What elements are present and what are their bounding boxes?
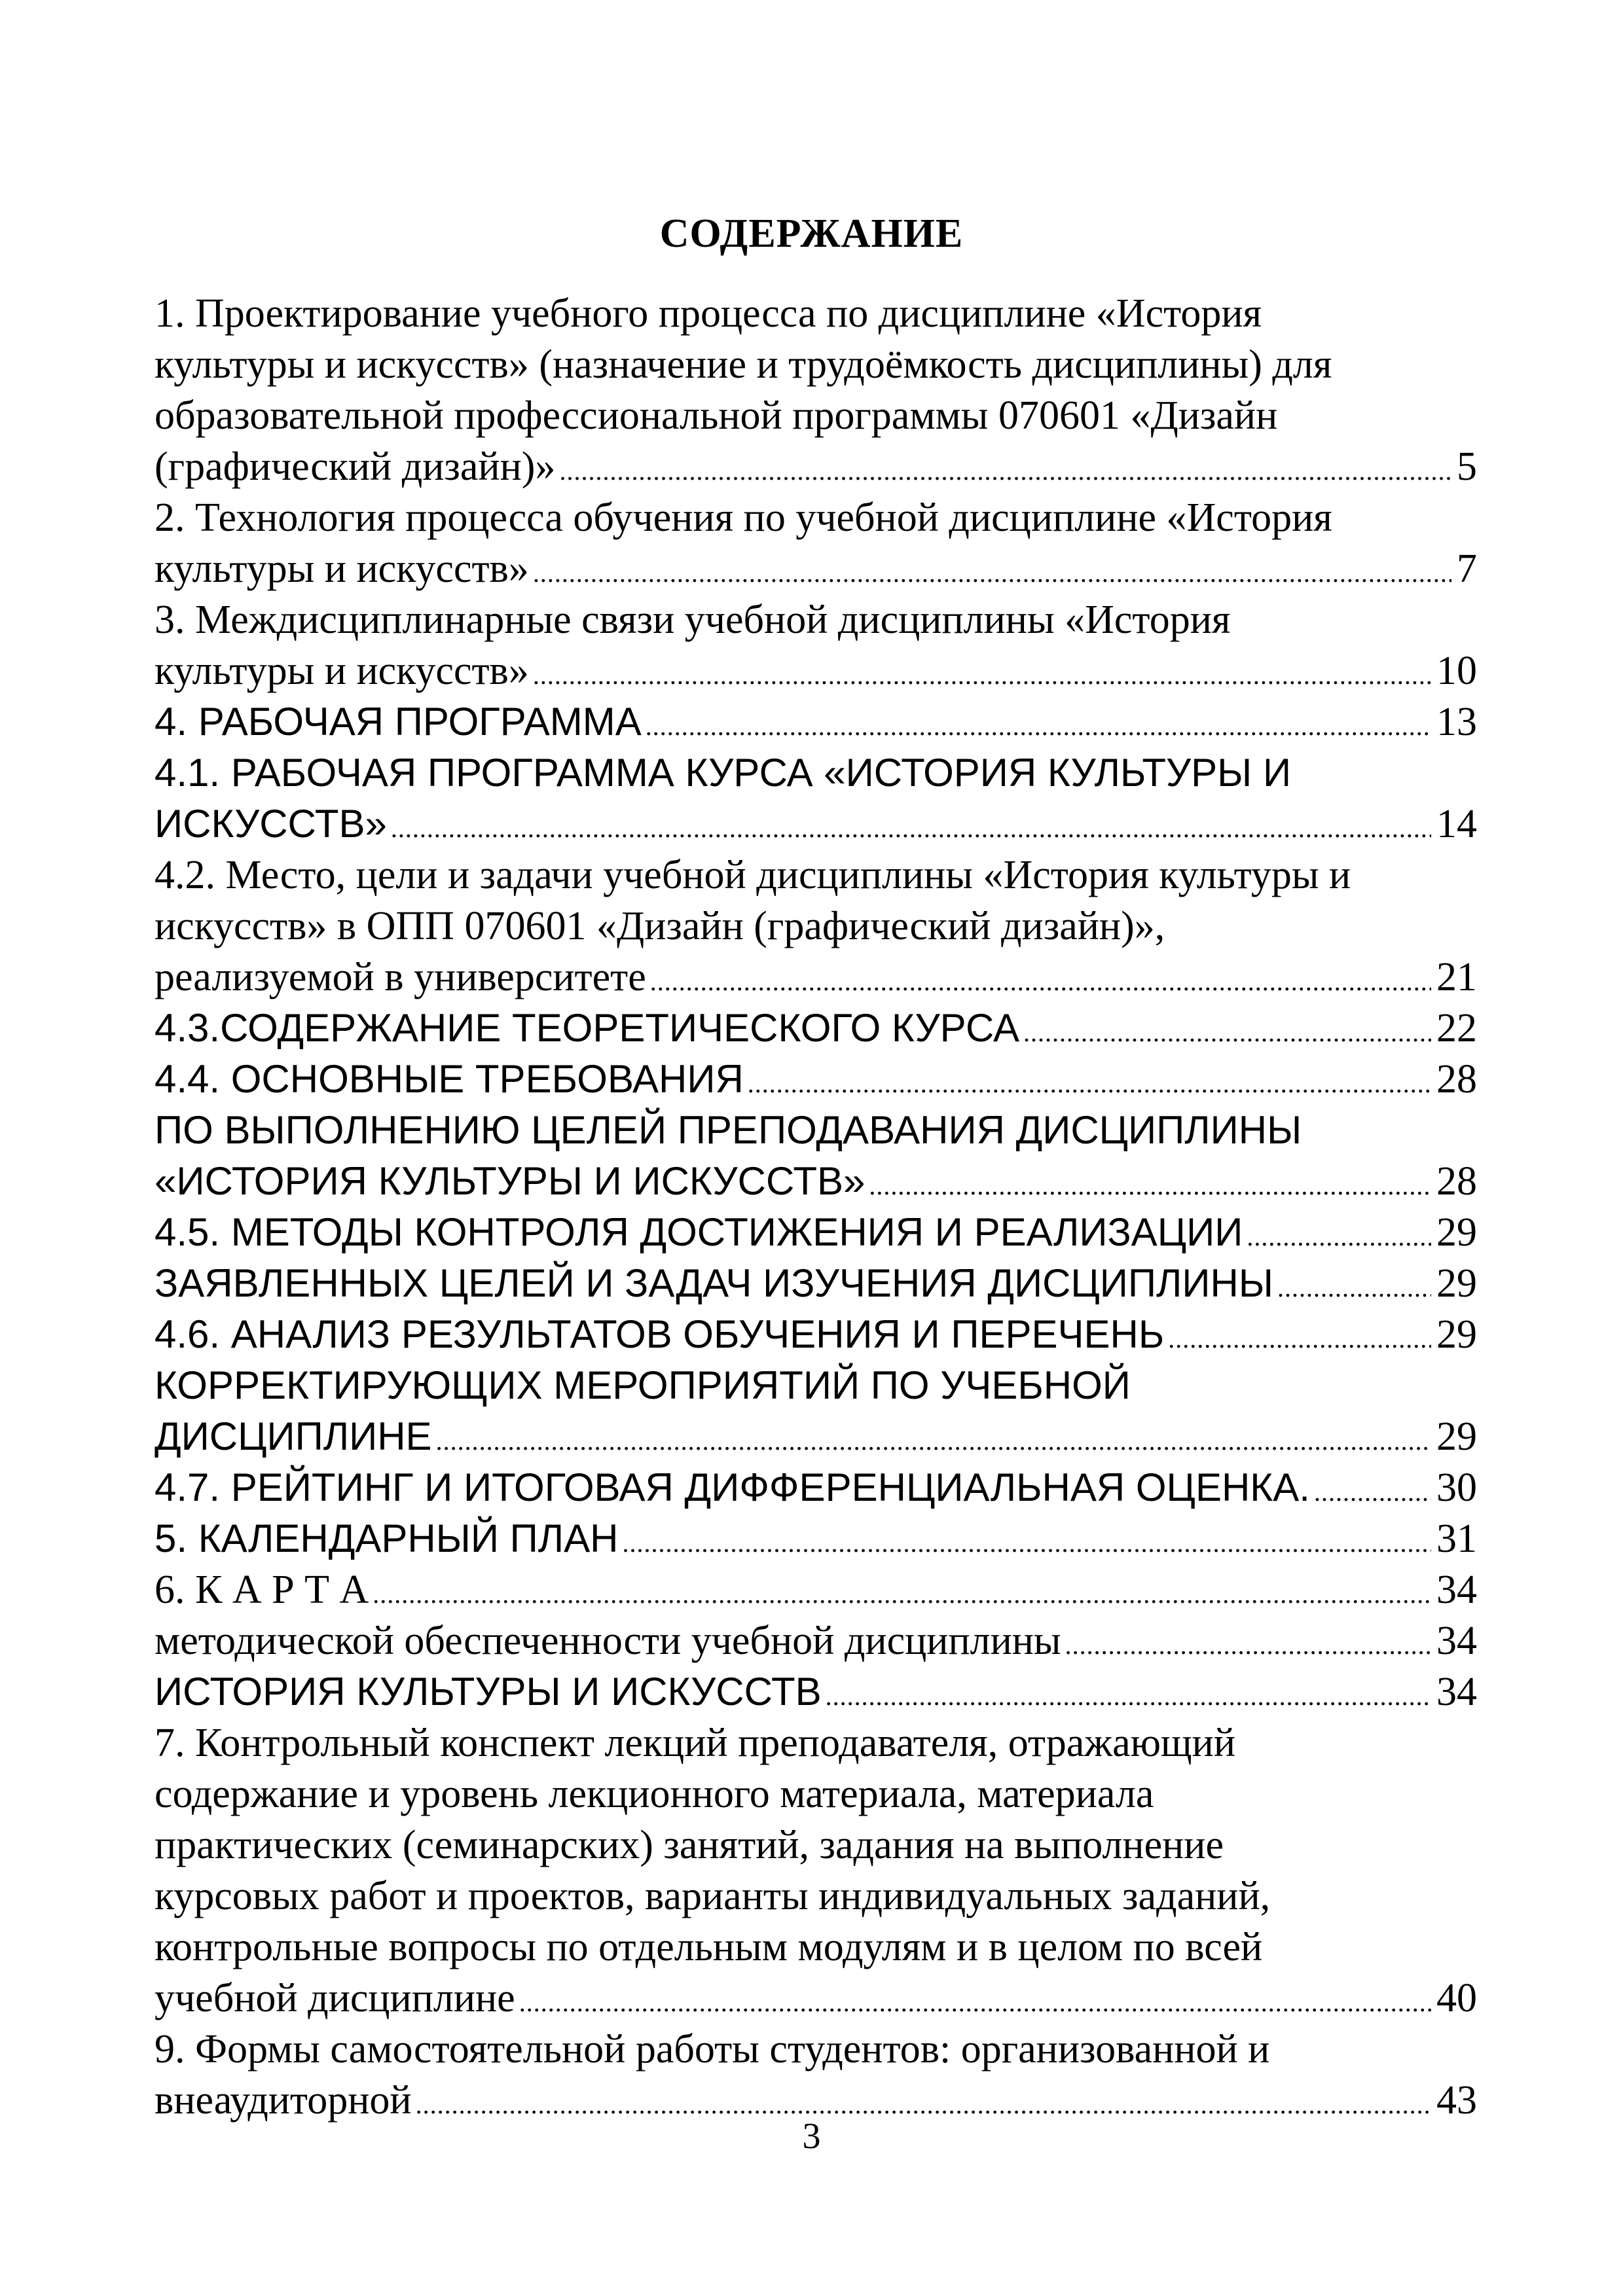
toc-line: ПО ВЫПОЛНЕНИЮ ЦЕЛЕЙ ПРЕПОДАВАНИЯ ДИСЦИПЛИНЫ xyxy=(155,1108,1302,1152)
toc-page-number: 34 xyxy=(1436,1619,1477,1663)
toc-page-number: 29 xyxy=(1436,1414,1477,1459)
toc-entry[interactable] xyxy=(155,1003,1477,1054)
toc-line: 4.2. Место, цели и задачи учебной дисциплины «История культуры и xyxy=(155,853,1351,897)
toc-page-number: 14 xyxy=(1436,802,1477,846)
toc-dot-leader xyxy=(1168,1314,1431,1365)
toc-entry[interactable] xyxy=(155,1309,1477,1360)
toc-entry-text: 4.4. ОСНОВНЫЕ ТРЕБОВАНИЯ xyxy=(155,1057,744,1101)
toc-entry-text: учебной дисциплине xyxy=(155,1976,515,2020)
toc-entry[interactable] xyxy=(155,696,1477,747)
toc-entry-text: внеаудиторной xyxy=(155,2078,412,2123)
toc-entry[interactable] xyxy=(155,952,1477,1003)
page-number: 3 xyxy=(802,2116,821,2157)
page-title: СОДЕРЖАНИЕ xyxy=(659,211,964,256)
toc-line: КОРРЕКТИРУЮЩИХ МЕРОПРИЯТИЙ ПО УЧЕБНОЙ xyxy=(155,1363,1131,1407)
toc-entry[interactable] xyxy=(155,645,1477,696)
toc-page-number: 31 xyxy=(1436,1516,1477,1561)
toc-dot-leader xyxy=(533,650,1431,701)
toc-page-number: 10 xyxy=(1436,649,1477,693)
toc-page-number: 28 xyxy=(1436,1057,1477,1102)
toc-entry-text: 4.5. МЕТОДЫ КОНТРОЛЯ ДОСТИЖЕНИЯ И РЕАЛИЗАЦИИ xyxy=(155,1210,1243,1254)
toc-dot-leader xyxy=(748,1058,1431,1109)
toc-entry[interactable] xyxy=(155,1258,1477,1309)
toc-page-number: 22 xyxy=(1436,1006,1477,1050)
toc-dot-leader xyxy=(373,1569,1431,1620)
toc-entry-text: 4.3.СОДЕРЖАНИЕ ТЕОРЕТИЧЕСКОГО КУРСА xyxy=(155,1006,1020,1050)
toc-line: 4.1. РАБОЧАЯ ПРОГРАММА КУРСА «ИСТОРИЯ КУЛЬТУРЫ И xyxy=(155,751,1292,795)
toc-dot-leader xyxy=(623,1518,1432,1569)
toc-entry-text: 4.6. АНАЛИЗ РЕЗУЛЬТАТОВ ОБУЧЕНИЯ И ПЕРЕЧЕНЬ xyxy=(155,1312,1165,1356)
toc-dot-leader xyxy=(436,1416,1431,1467)
toc-page-number: 21 xyxy=(1436,955,1477,999)
toc-line: 3. Междисциплинарные связи учебной дисциплины «История xyxy=(155,598,1231,642)
toc-line: образовательной профессиональной программы 070601 «Дизайн xyxy=(155,393,1278,438)
toc-entry[interactable] xyxy=(155,1156,1477,1207)
toc-page-number: 43 xyxy=(1436,2078,1477,2123)
toc-line: 2. Технология процесса обучения по учебной дисциплине «История xyxy=(155,495,1332,540)
toc-entry[interactable] xyxy=(155,1564,1477,1615)
toc-entry-text: культуры и искусств» xyxy=(155,547,529,591)
toc-entry[interactable] xyxy=(155,1411,1477,1462)
toc-line: содержание и уровень лекционного материала, материала xyxy=(155,1772,1154,1816)
toc-page-number: 34 xyxy=(1436,1670,1477,1714)
toc-page-number: 29 xyxy=(1436,1261,1477,1306)
toc-page-number: 29 xyxy=(1436,1210,1477,1255)
toc-line: искусств» в ОПП 070601 «Дизайн (графический дизайн)», xyxy=(155,904,1165,948)
toc-entry-text: культуры и искусств» xyxy=(155,649,529,693)
toc-entry-text: 6. К А Р Т А xyxy=(155,1568,369,1612)
toc-dot-leader xyxy=(646,701,1431,752)
toc-dot-leader xyxy=(826,1671,1431,1722)
toc-dot-leader xyxy=(1277,1263,1431,1314)
toc-line: 9. Формы самостоятельной работы студентов: организованной и xyxy=(155,2027,1270,2072)
toc-line: контрольные вопросы по отдельным модулям и в целом по всей xyxy=(155,1925,1263,1969)
toc-entry[interactable] xyxy=(155,543,1477,594)
toc-entry-text: реализуемой в университете xyxy=(155,955,646,999)
toc-entry[interactable] xyxy=(155,798,1477,850)
toc-dot-leader xyxy=(519,1977,1431,2028)
toc-dot-leader xyxy=(533,548,1451,599)
toc-page-number: 13 xyxy=(1436,700,1477,744)
toc-dot-leader xyxy=(1247,1211,1431,1263)
toc-page-number: 34 xyxy=(1436,1568,1477,1612)
toc-entry-text: 4.7. РЕЙТИНГ И ИТОГОВАЯ ДИФФЕРЕНЦИАЛЬНАЯ ОЦЕНКА. xyxy=(155,1465,1310,1509)
toc-entry[interactable] xyxy=(155,1462,1477,1513)
toc-entry[interactable] xyxy=(155,441,1477,492)
toc-dot-leader xyxy=(559,446,1451,497)
toc-entry-text: ЗАЯВЛЕННЫХ ЦЕЛЕЙ И ЗАДАЧ ИЗУЧЕНИЯ ДИСЦИПЛИНЫ xyxy=(155,1261,1274,1305)
toc-entry-text: ДИСЦИПЛИНЕ xyxy=(155,1414,432,1458)
toc-dot-leader xyxy=(391,803,1431,854)
toc-dot-leader xyxy=(1314,1467,1431,1518)
toc-dot-leader xyxy=(869,1160,1431,1211)
toc-line: курсовых работ и проектов, варианты индивидуальных заданий, xyxy=(155,1874,1271,1918)
toc-page-number: 28 xyxy=(1436,1159,1477,1204)
toc-entry[interactable] xyxy=(155,1207,1477,1258)
toc-entry-text: методической обеспеченности учебной дисциплины xyxy=(155,1619,1061,1663)
toc-line: культуры и искусств» (назначение и трудоёмкость дисциплины) для xyxy=(155,342,1332,387)
toc-entry-text: 4. РАБОЧАЯ ПРОГРАММА xyxy=(155,700,642,744)
toc-entry[interactable] xyxy=(155,1513,1477,1564)
toc-entry[interactable] xyxy=(155,1054,1477,1105)
toc-entry-text: 5. КАЛЕНДАРНЫЙ ПЛАН xyxy=(155,1516,619,1560)
toc-entry-text: (графический дизайн)» xyxy=(155,444,556,489)
toc-page-number: 5 xyxy=(1457,444,1477,489)
toc-line: 1. Проектирование учебного процесса по дисциплине «История xyxy=(155,291,1262,336)
toc-entry[interactable] xyxy=(155,1666,1477,1717)
toc-entry-text: ИСТОРИЯ КУЛЬТУРЫ И ИСКУССТВ xyxy=(155,1670,822,1713)
toc-entry-text: «ИСТОРИЯ КУЛЬТУРЫ И ИСКУССТВ» xyxy=(155,1159,866,1203)
toc-page-number: 40 xyxy=(1436,1976,1477,2020)
toc-page-number: 7 xyxy=(1457,547,1477,591)
toc-line: 7. Контрольный конспект лекций преподавателя, отражающий xyxy=(155,1721,1236,1765)
toc-dot-leader xyxy=(1023,1007,1431,1058)
toc-entry[interactable] xyxy=(155,1615,1477,1666)
toc-entry[interactable] xyxy=(155,1973,1477,2024)
toc-dot-leader xyxy=(1065,1620,1431,1671)
toc-entry-text: ИСКУССТВ» xyxy=(155,802,387,846)
toc-page-number: 29 xyxy=(1436,1312,1477,1357)
toc-line: практических (семинарских) занятий, задания на выполнение xyxy=(155,1823,1224,1867)
toc-page-number: 30 xyxy=(1436,1465,1477,1510)
toc-dot-leader xyxy=(650,956,1431,1007)
